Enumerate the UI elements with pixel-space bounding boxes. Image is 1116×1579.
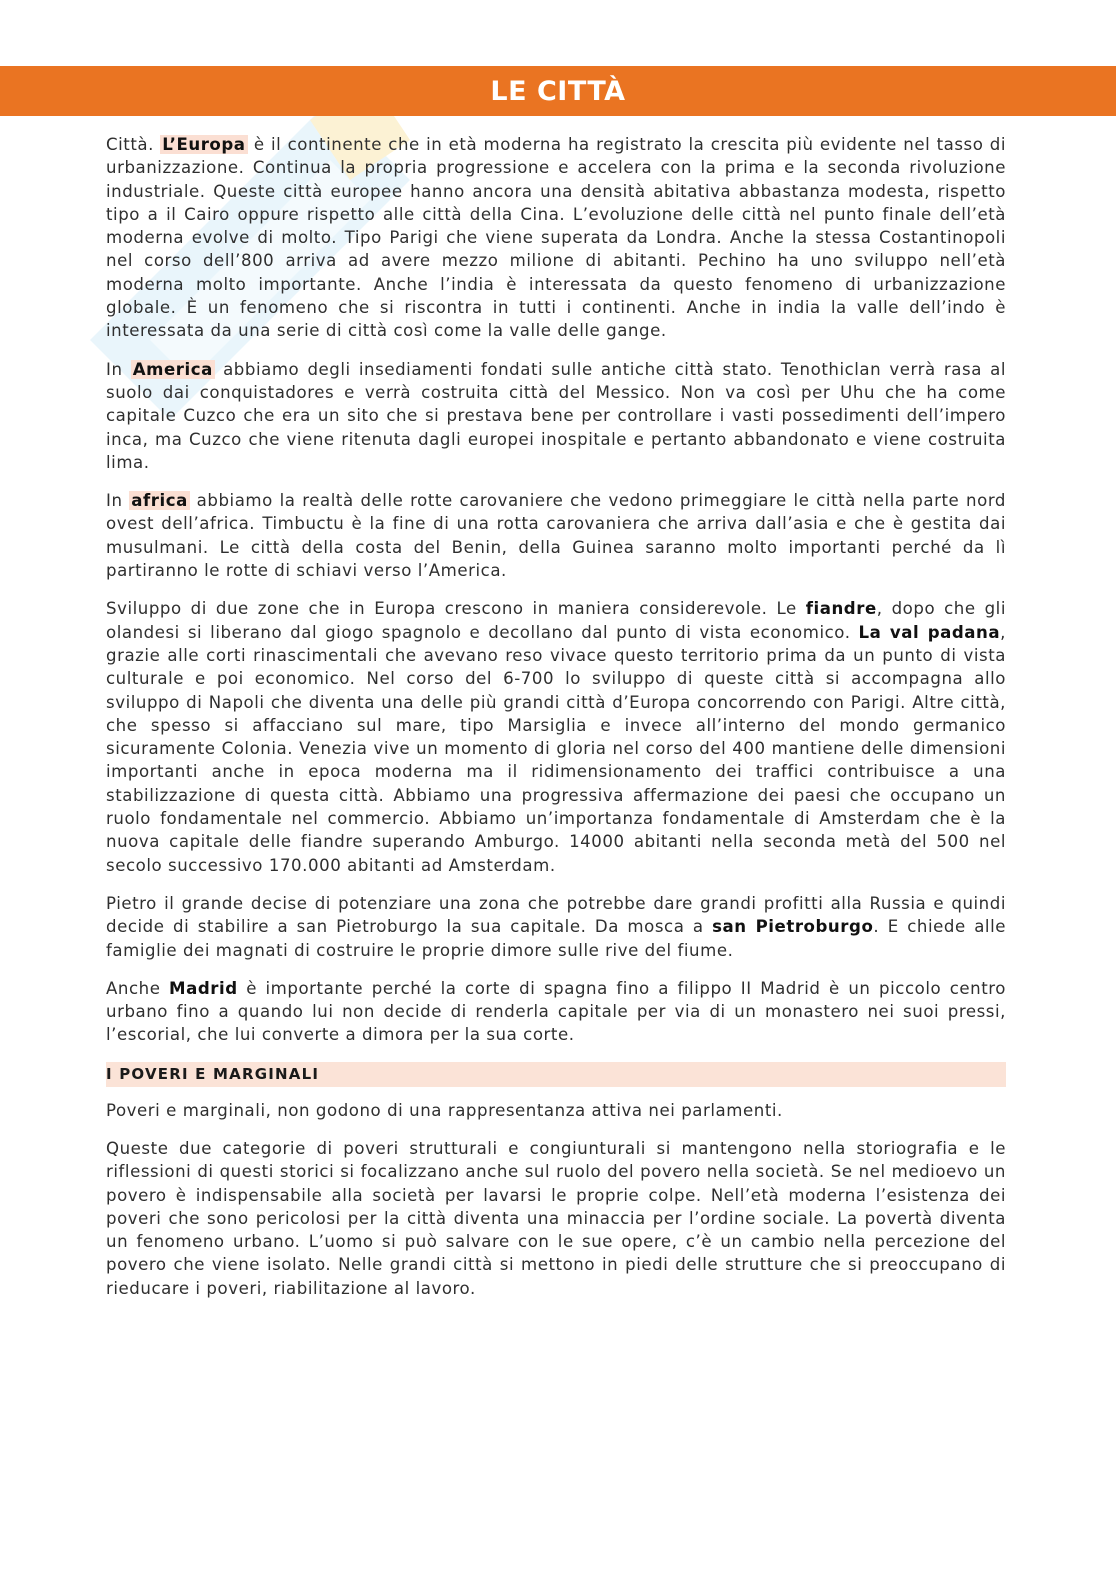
keyword-africa: africa [131, 491, 188, 511]
keyword-madrid: Madrid [169, 978, 238, 998]
paragraph-madrid: Anche Madrid è importante perché la corte di spagna fino a filippo II Madrid è un piccolo centro urbano fino a quando lui non decide di renderla capitale per via di un monastero nei suoi pressi, l’escorial, che lui converte a dimora per la sua corte. [106, 978, 1006, 1045]
keyword-san-pietroburgo: san Pietroburgo [712, 917, 874, 937]
page-title: LE CITTÀ [490, 75, 626, 107]
paragraph-africa: In africa abbiamo la realtà delle rotte carovaniere che vedono primeggiare le città nella parte nord ovest dell’africa. Timbuctu è la fine di una rotta carovaniera che arriva dall’asia e che è gestita dai musulmani. Le città della costa del Benin, della Guinea saranno molto importanti perché da lì partiranno le rotte di schiavi verso l’America. [106, 491, 1006, 581]
keyword-val-padana: La val padana [858, 622, 1001, 642]
paragraph-america: In America abbiamo degli insediamenti fondati sulle antiche città stato. Tenothiclan verrà rasa al suolo dai conquistadores e verrà costruita città del Messico. Non va così per Uhu che ha come capitale Cuzco che era un sito che si prestava bene per controllare i vasti possedimenti dell’impero inca, ma Cuzco che viene ritenuta dagli europei inospitale e pertanto abbandonato e viene costruita lima. [106, 359, 1006, 472]
keyword-europa: L’Europa [162, 135, 246, 154]
paragraph-pietroburgo: Pietro il grande decise di potenziare una zona che potrebbe dare grandi profitti alla Russia e quindi decide di stabilire a san Pietroburgo la sua capitale. Da mosca a san Pietroburgo. E chiede alle famiglie dei magnati di costruire le proprie dimore sulle rive del fiume. [106, 893, 1006, 960]
section-heading: I POVERI E MARGINALI [106, 1065, 320, 1084]
keyword-america: America [132, 359, 213, 379]
paragraph-poveri-intro: Poveri e marginali, non godono di una rappresentanza attiva nei parlamenti. [106, 1100, 783, 1120]
section-heading-bar [106, 1062, 1006, 1087]
keyword-fiandre: fiandre [805, 599, 877, 619]
paragraph-poveri: Queste due categorie di poveri strutturali e congiunturali si mantengono nella storiografia e le riflessioni di questi storici si focalizzano anche sul ruolo del povero nella società. Se nel medioevo un povero è indispensabile alla società per lavarsi le proprie colpe. Nell’età moderna l’esistenza dei poveri che sono pericolosi per la città diventa una minaccia per l’ordine sociale. La povertà diventa un fenomeno urbano. L’uomo si può salvare con le sue opere, c’è un cambio nella percezione del povero che viene isolato. Nelle grandi città si mettono in piedi delle strutture che si preoccupano di rieducare i poveri, riabilitazione al lavoro. [106, 1138, 1006, 1298]
page-title-bar [0, 66, 1116, 116]
document-body [106, 133, 1006, 1315]
paragraph-europa: Città. L’Europa è il continente che in età moderna ha registrato la crescita più evidente nel tasso di urbanizzazione. Continua la propria progressione e accelera con la prima e la seconda rivoluzione industriale. Queste città europee hanno ancora una densità abitativa abbastanza modesta, rispetto tipo a il Cairo oppure rispetto alle città della Cina. L’evoluzione delle città nel punto finale dell’età moderna evolve di molto. Tipo Parigi che viene superata da Londra. Anche la stessa Costantinopoli nel corso dell’800 arriva ad avere mezzo milione di abitanti. Pechino ha uno sviluppo nell’età moderna molto importante. Anche l’india è interessata da questo fenomeno di urbanizzazione globale. È un fenomeno che si riscontra in tutti i continenti. Anche in india la valle dell’indo è interessata da una serie di città così come la valle delle gange. [106, 135, 1006, 341]
paragraph-sviluppo: Sviluppo di due zone che in Europa crescono in maniera considerevole. Le fiandre, dopo che gli olandesi si liberano dal giogo spagnolo e decollano dal punto di vista economico. La val padana, grazie alle corti rinascimentali che avevano reso vivace questo territorio prima da un punto di vista culturale e poi economico. Nel corso del 6-700 lo sviluppo di queste città si accompagna allo sviluppo di Napoli che diventa una delle più grandi città d’Europa concorrendo con Parigi. Altre città, che spesso si affacciano sul mare, tipo Marsiglia e invece all’interno del mondo germanico sicuramente Colonia. Venezia vive un momento di gloria nel corso del 400 mantiene delle dimensioni importanti anche in epoca moderna ma il ridimensionamento dei traffici contribuisce a una stabilizzazione di questa città. Abbiamo una progressiva affermazione dei paesi che occupano un ruolo fondamentale nel commercio. Abbiamo un’importanza fondamentale di Amsterdam che è la nuova capitale delle fiandre superando Amburgo. 14000 abitanti nella seconda metà del 500 nel secolo successivo 170.000 abitanti ad Amsterdam. [106, 599, 1007, 875]
